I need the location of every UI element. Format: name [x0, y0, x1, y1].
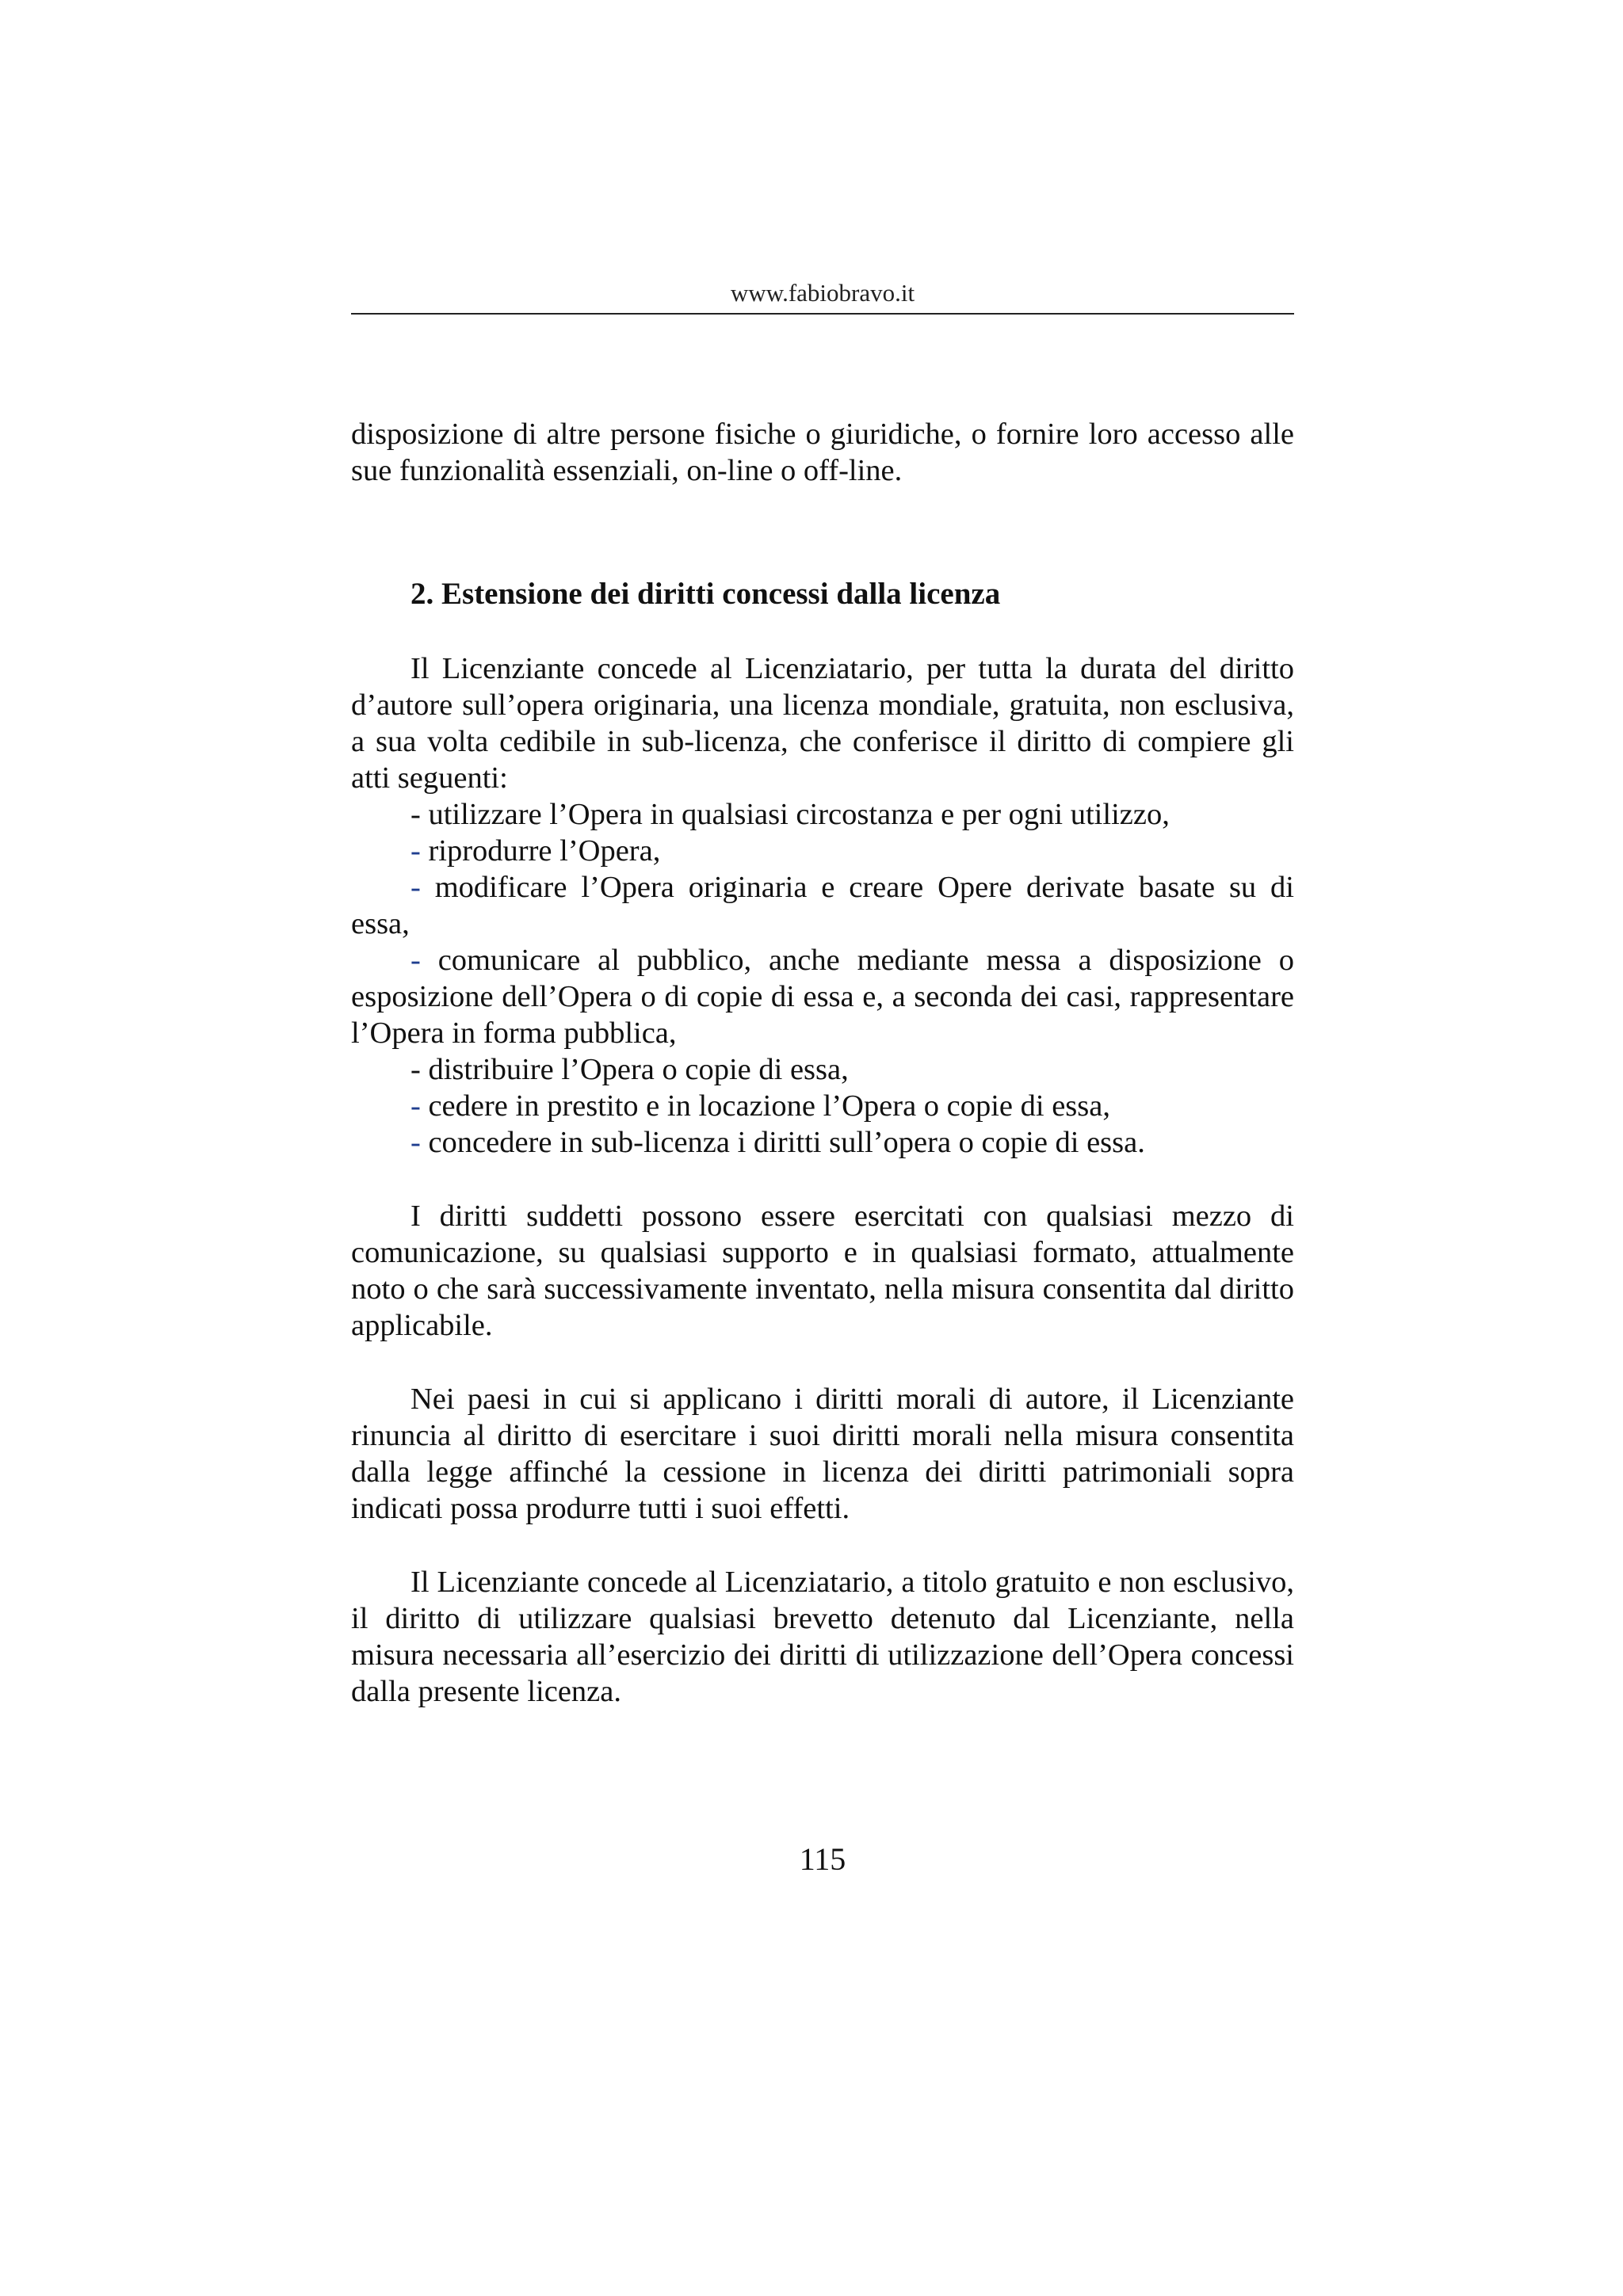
list-dash: -: [411, 1089, 421, 1123]
list-item-text: cedere in prestito e in locazione l’Opera o copie di essa,: [428, 1089, 1110, 1123]
list-item: [351, 869, 1294, 942]
section-heading: 2. Estensione dei diritti concessi dalla licenza: [411, 577, 1001, 611]
body-paragraph: Nei paesi in cui si applicano i diritti morali di autore, il Licenziante rinuncia al diritto di esercitare i suoi diritti morali nella misura consentita dalla legge affinché la cessione in licenza dei diritti patrimoniali sopra indicati possa produrre tutti i suoi effetti.: [351, 1383, 1294, 1525]
list-dash: -: [411, 871, 421, 904]
list-item: [351, 1088, 1294, 1124]
list-item-text: riprodurre l’Opera,: [428, 834, 661, 868]
body-text: [351, 416, 1294, 1710]
list-dash: -: [411, 798, 421, 831]
list-item-text: utilizzare l’Opera in qualsiasi circostanza e per ogni utilizzo,: [428, 798, 1170, 831]
body-paragraph: Il Licenziante concede al Licenziatario, a titolo gratuito e non esclusivo, il diritto di utilizzare qualsiasi brevetto detenuto dal Licenziante, nella misura necessaria all’esercizio dei diritti di utilizzazione dell’Opera concessi dalla presente licenza.: [351, 1566, 1294, 1708]
list-dash: -: [411, 834, 421, 868]
body-paragraph: I diritti suddetti possono essere esercitati con qualsiasi mezzo di comunicazione, su qualsiasi supporto e in qualsiasi formato, attualmente noto o che sarà successivamente inventato, nella misura consentita dal diritto applicabile.: [351, 1199, 1294, 1342]
list-dash: -: [411, 1126, 421, 1159]
list-dash: -: [411, 1053, 421, 1086]
list-item: [351, 942, 1294, 1051]
page-number: 115: [799, 1841, 846, 1877]
list-item-text: comunicare al pubblico, anche mediante messa a disposizione o esposizione dell’Opera o di copie di essa e, a seconda dei casi, rappresentare l’Opera in forma pubblica,: [351, 944, 1295, 1050]
list-item: [351, 796, 1294, 833]
list-item-text: concedere in sub-licenza i diritti sull’opera o copie di essa.: [428, 1126, 1145, 1159]
running-header-url: www.fabiobravo.it: [730, 279, 915, 307]
list-item: [351, 1051, 1294, 1088]
list-dash: -: [411, 944, 421, 977]
header-rule: [351, 313, 1294, 315]
list-item-text: modificare l’Opera originaria e creare Opere derivate basate su di essa,: [351, 871, 1294, 940]
lead-paragraph: Il Licenziante concede al Licenziatario, per tutta la durata del diritto d’autore sull’opera originaria, una licenza mondiale, gratuita, non esclusiva, a sua volta cedibile in sub-licenza, che conferisce il diritto di compiere gli atti seguenti:: [351, 652, 1294, 795]
list-item: [351, 833, 1294, 869]
list-item: [351, 1124, 1294, 1161]
list-item-text: distribuire l’Opera o copie di essa,: [428, 1053, 849, 1086]
intro-paragraph: disposizione di altre persone fisiche o giuridiche, o fornire loro accesso alle sue funzionalità essenziali, on-line o off-line.: [351, 418, 1294, 487]
